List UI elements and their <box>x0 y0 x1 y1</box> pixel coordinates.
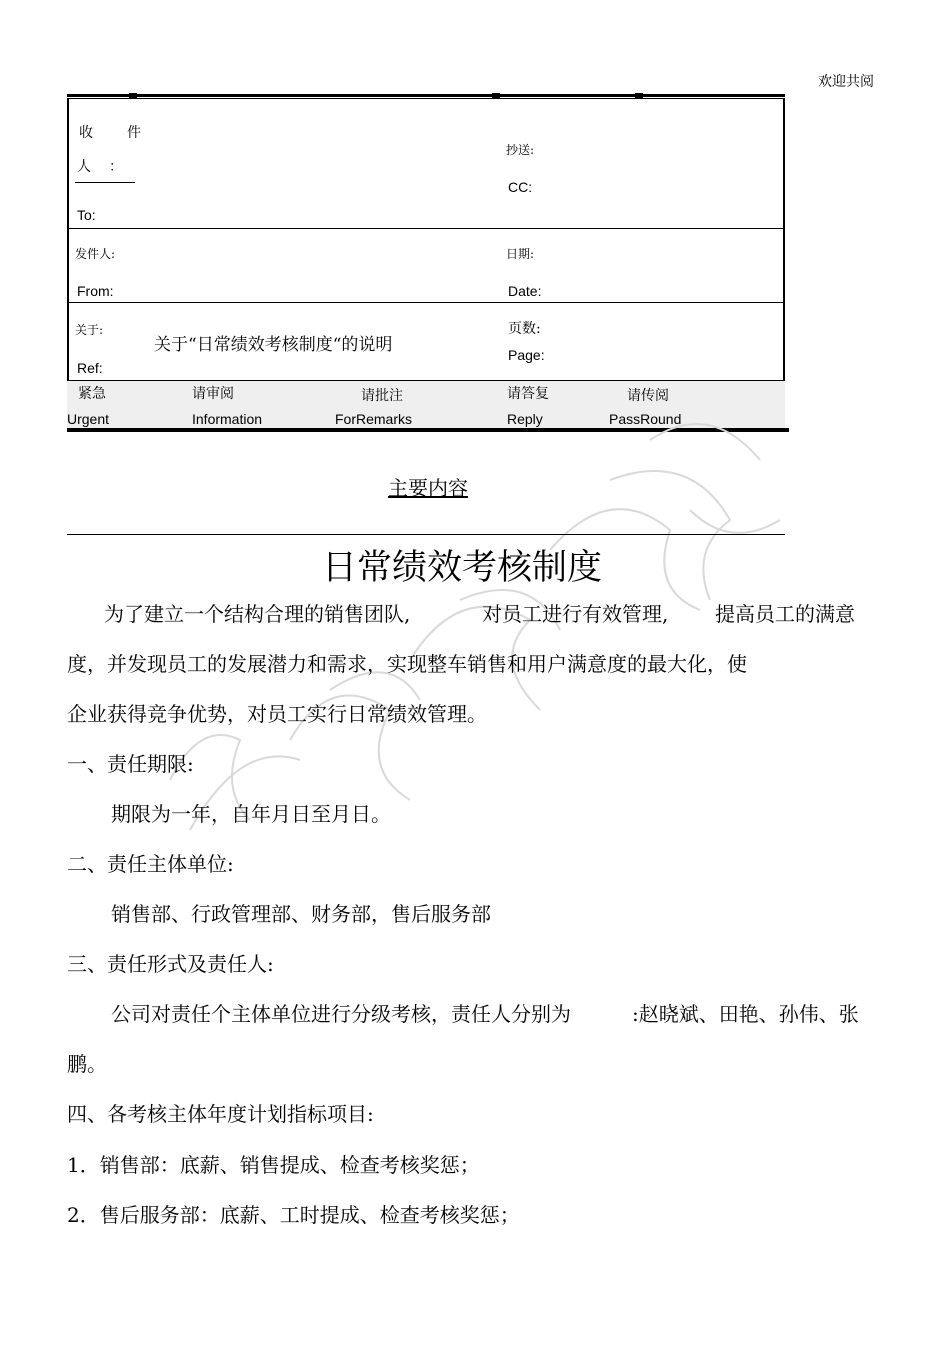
section-3-title: 三、责任形式及责任人: <box>67 952 274 976</box>
row-divider <box>67 228 785 229</box>
table-left-border <box>67 98 69 384</box>
intro-text-a: 为了建立一个结构合理的销售团队, <box>104 602 411 626</box>
section-2-title: 二、责任主体单位: <box>67 852 234 876</box>
section-1-text: 期限为一年，自年月日至月日。 <box>111 802 391 826</box>
information-option-en: Information <box>192 411 263 427</box>
top-rule-thin <box>67 98 785 99</box>
remarks-option-en: ForRemarks <box>335 411 413 427</box>
information-option-cn: 请审阅 <box>192 386 234 402</box>
date-label-en: Date: <box>508 283 542 299</box>
doc-title: 日常绩效考核制度 <box>322 548 603 588</box>
section-1-title: 一、责任期限: <box>67 752 194 776</box>
bottom-rule <box>67 428 789 432</box>
section-4-title: 四、各考核主体年度计划指标项目: <box>67 1102 374 1126</box>
cc-label-en: CC: <box>508 179 533 195</box>
to-underline <box>75 182 135 183</box>
page-label-en: Page: <box>508 347 545 363</box>
to-label-cn: 收 件 <box>79 125 143 141</box>
header-note: 欢迎共阅 <box>818 74 874 90</box>
section-3-text-c: 鹏。 <box>67 1052 107 1076</box>
section-3-text-a: 公司对责任个主体单位进行分级考核，责任人分别为 <box>111 1002 571 1026</box>
ref-label-en: Ref: <box>77 360 103 376</box>
passround-option-en: PassRound <box>609 411 682 427</box>
list-item-1: 1．销售部：底薪、销售提成、检查考核奖惩； <box>67 1153 480 1177</box>
passround-option-cn: 请传阅 <box>627 388 669 404</box>
intro-line-3: 企业获得竞争优势，对员工实行日常绩效管理。 <box>67 702 487 726</box>
rule-tick <box>492 93 500 98</box>
reply-option-cn: 请答复 <box>507 386 549 402</box>
urgent-option-cn: 紧急 <box>78 386 106 402</box>
reply-option-en: Reply <box>507 411 543 427</box>
top-rule <box>67 94 785 97</box>
memo-form <box>67 94 785 432</box>
to-label-en: To: <box>77 207 96 223</box>
date-label-cn: 日期: <box>506 247 535 261</box>
rule-tick <box>635 93 643 98</box>
intro-text-c: 提高员工的满意 <box>715 602 855 626</box>
list-item-2: 2．售后服务部：底薪、工时提成、检查考核奖惩； <box>67 1203 520 1227</box>
to-label-cn-2: 人 ： <box>77 159 125 175</box>
from-label-cn: 发件人: <box>75 247 116 261</box>
intro-text-b: 对员工进行有效管理, <box>482 602 669 626</box>
section-3-text-b: :赵晓斌、田艳、孙伟、张 <box>632 1002 859 1026</box>
rule-tick <box>129 93 137 98</box>
ref-value: 关于“日常绩效考核制度“的说明 <box>154 335 393 355</box>
section-2-text: 销售部、行政管理部、财务部，售后服务部 <box>111 902 491 926</box>
from-label-en: From: <box>77 283 114 299</box>
urgent-option-en: Urgent <box>67 411 110 427</box>
section-heading: 主要内容 <box>388 476 468 500</box>
section-divider <box>67 534 785 535</box>
ref-label-cn: 关于: <box>75 323 104 337</box>
intro-line-2: 度，并发现员工的发展潜力和需求，实现整车销售和用户满意度的最大化，使 <box>67 652 747 676</box>
cc-label-cn: 抄送: <box>506 143 535 157</box>
page-label-cn: 页数: <box>508 321 541 337</box>
remarks-option-cn: 请批注 <box>361 388 403 404</box>
row-divider <box>67 302 785 303</box>
